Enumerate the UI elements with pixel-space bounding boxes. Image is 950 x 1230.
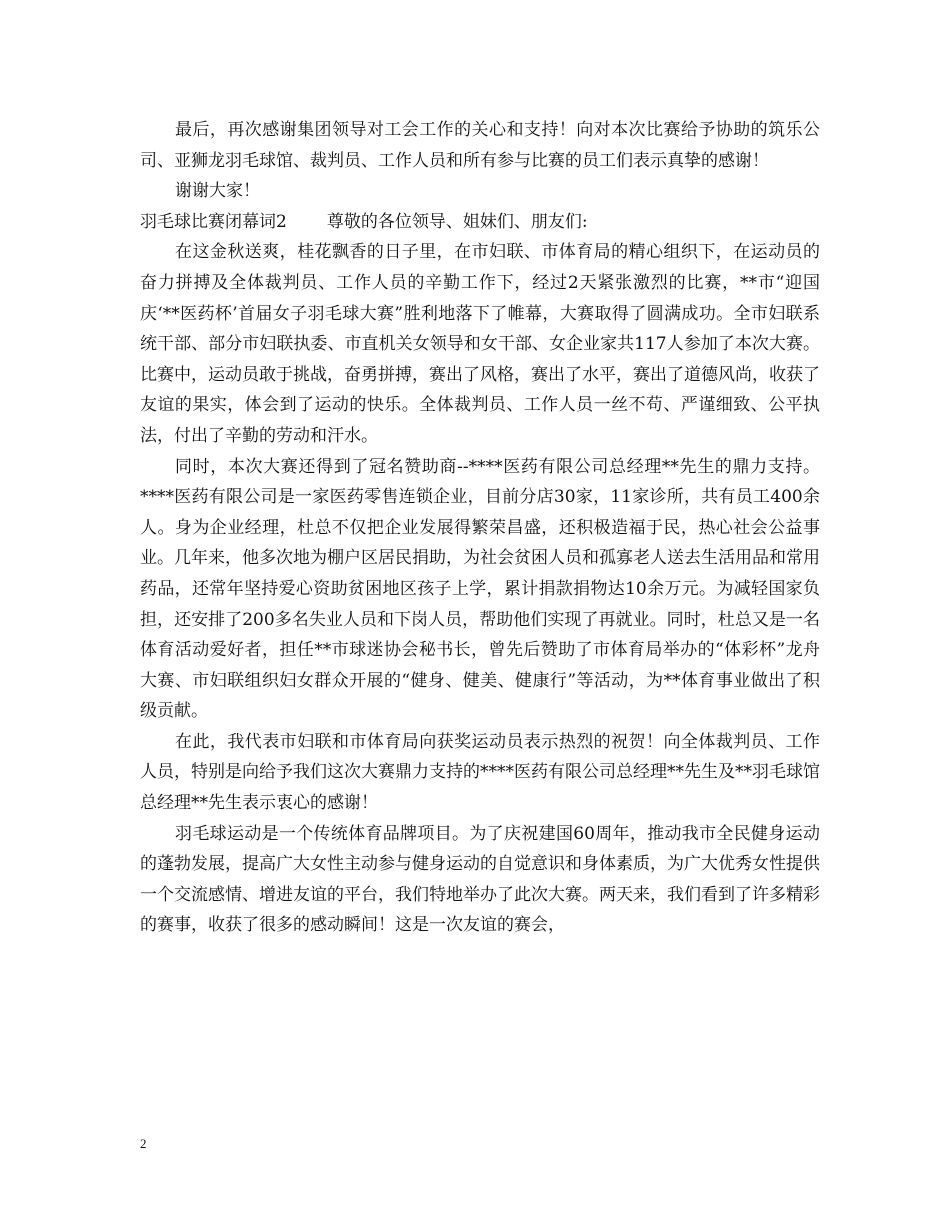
body-paragraph: 羽毛球运动是一个传统体育品牌项目。为了庆祝建国60周年，推动我市全民健身运动的蓬勃发展，提高广大女性主动参与健身运动的自觉意识和身体素质，为广大优秀女性提供一个交流感情、增进友谊的平台，我们特地举办了此次大赛。两天来，我们看到了许多精彩的赛事，收获了很多的感动瞬间！这是一次友谊的赛会， [140, 823, 820, 936]
body-paragraph: 同时，本次大赛还得到了冠名赞助商--****医药有限公司总经理**先生的鼎力支持。****医药有限公司是一家医药零售连锁企业，目前分店30家，11家诊所，共有员工400余人。身为企业经理，杜总不仅把企业发展得繁荣昌盛，还积极造福于民，热心社会公益事业。几年来，他多次地为棚户区居民捐助，为社会贫困人员和孤寡老人送去生活用品和常用药品，还常年坚持爱心资助贫困地区孩子上学，累计捐款捐物达10余万元。为减轻国家负担，还安排了200多名失业人员和下岗人员，帮助他们实现了再就业。同时，杜总又是一名体育活动爱好者，担任**市球迷协会秘书长，曾先后赞助了市体育局举办的“体彩杯”龙舟大赛、市妇联组织妇女群众开展的“健身、健美、健康行”等活动，为**体育事业做出了积级贡献。 [140, 456, 820, 722]
thank-you-line: 谢谢大家！ [175, 181, 260, 202]
salutation: 尊敬的各位领导、姐妹们、朋友们: [326, 211, 588, 232]
document-body [140, 115, 820, 941]
section-title: 羽毛球比赛闭幕词2 [140, 211, 287, 232]
closing-thanks-paragraph: 最后，再次感谢集团领导对工会工作的关心和支持！向对本次比赛给予协助的筑乐公司、亚狮龙羽毛球馆、裁判员、工作人员和所有参与比赛的员工们表示真挚的感谢！ [140, 120, 820, 171]
section-heading [140, 207, 820, 238]
body-paragraph: 在这金秋送爽，桂花飘香的日子里，在市妇联、市体育局的精心组织下，在运动员的奋力拼搏及全体裁判员、工作人员的辛勤工作下，经过2天紧张激烈的比赛，**市“迎国庆‘**医药杯’首届女子羽毛球大赛”胜利地落下了帷幕，大赛取得了圆满成功。全市妇联系统干部、部分市妇联执委、市直机关女领导和女干部、女企业家共117人参加了本次大赛。比赛中，运动员敢于挑战，奋勇拼搏，赛出了风格，赛出了水平，赛出了道德风尚，收获了友谊的果实，体会到了运动的快乐。全体裁判员、工作人员一丝不苟、严谨细致、公平执法，付出了辛勤的劳动和汗水。 [140, 242, 820, 446]
body-paragraph: 在此，我代表市妇联和市体育局向获奖运动员表示热烈的祝贺！向全体裁判员、工作人员，特别是向给予我们这次大赛鼎力支持的****医药有限公司总经理**先生及**羽毛球馆总经理**先生表示衷心的感谢！ [140, 731, 820, 814]
page-number: 2 [140, 1136, 147, 1151]
